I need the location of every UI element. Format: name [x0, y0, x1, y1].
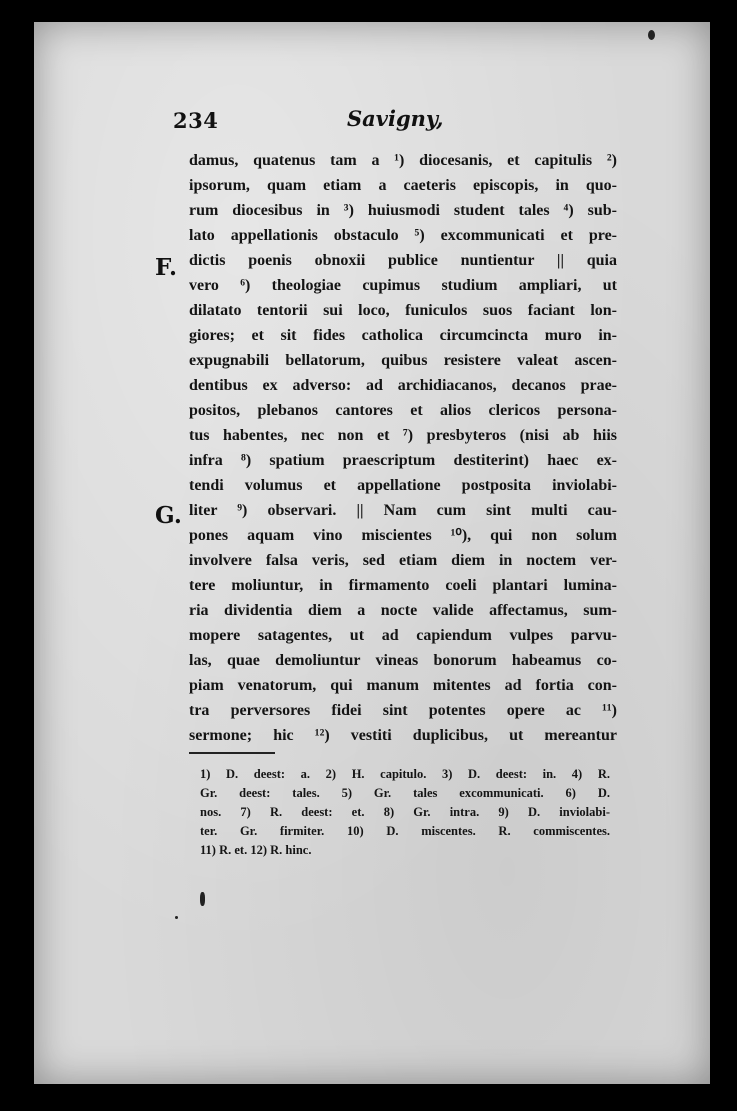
footnote-line: 11) R. et. 12) R. hinc.: [200, 843, 312, 857]
text-line: tra perversores fidei sint potentes opere ac ¹¹): [189, 702, 617, 719]
text-line: rum diocesibus in ³) huiusmodi student tales ⁴) sub-: [189, 202, 617, 219]
text-line: vero ⁶) theologiae cupimus studium ampliari, ut: [189, 277, 617, 294]
marginal-letter-g: G.: [155, 502, 182, 529]
text-line: infra ⁸) spatium praescriptum destiterint) haec ex-: [189, 452, 617, 469]
footnote-rule: [189, 752, 275, 754]
footnote-line: 1) D. deest: a. 2) H. capitulo. 3) D. deest: in. 4) R.: [200, 767, 610, 781]
text-line: pones aquam vino miscientes ¹⁰), qui non solum: [189, 527, 617, 544]
footnote-line: Gr. deest: tales. 5) Gr. tales excommunicati. 6) D.: [200, 786, 610, 800]
text-line: giores; et sit fides catholica circumcincta muro in-: [189, 327, 617, 344]
text-line: tere moliuntur, in firmamento coeli plantari lumina-: [189, 577, 617, 594]
ink-speck: [200, 892, 205, 906]
text-line: dictis poenis obnoxii publice nuntientur || quia: [189, 252, 617, 269]
text-line: las, quae demoliuntur vineas bonorum habeamus co-: [189, 652, 617, 669]
text-line: ria dividentia diem a nocte valide affectamus, sum-: [189, 602, 617, 619]
text-line: involvere falsa veris, sed etiam diem in noctem ver-: [189, 552, 617, 569]
text-line: positos, plebanos cantores et alios clericos persona-: [189, 402, 617, 419]
page-number: 234: [173, 108, 219, 133]
text-line: sermone; hic ¹²) vestiti duplicibus, ut mereantur: [189, 727, 617, 744]
text-line: mopere satagentes, ut ad capiendum vulpes parvu-: [189, 627, 617, 644]
footnote-line: ter. Gr. firmiter. 10) D. miscentes. R. commiscentes.: [200, 824, 610, 838]
page-header: [155, 104, 605, 140]
text-line: tus habentes, nec non et ⁷) presbyteros (nisi ab hiis: [189, 427, 617, 444]
ink-speck: [175, 916, 178, 919]
text-line: damus, quatenus tam a ¹) diocesanis, et capitulis ²): [189, 152, 617, 169]
ink-speck: [648, 30, 655, 40]
text-line: tendi volumus et appellatione postposita inviolabi-: [189, 477, 617, 494]
footnote-line: nos. 7) R. deest: et. 8) Gr. intra. 9) D. inviolabi-: [200, 805, 610, 819]
text-line: expugnabili bellatorum, quibus resistere valeat ascen-: [189, 352, 617, 369]
text-line: dilatato tentorii sui loco, funiculos suos faciant lon-: [189, 302, 617, 319]
text-line: liter ⁹) observari. || Nam cum sint multi cau-: [189, 502, 617, 519]
text-line: ipsorum, quam etiam a caeteris episcopis, in quo-: [189, 177, 617, 194]
text-line: lato appellationis obstaculo ⁵) excommunicati et pre-: [189, 227, 617, 244]
marginal-letter-f: F.: [155, 254, 178, 281]
text-line: piam venatorum, qui manum mitentes ad fortia con-: [189, 677, 617, 694]
running-title: Savigny,: [347, 106, 444, 131]
text-line: dentibus ex adverso: ad archidiacanos, decanos prae-: [189, 377, 617, 394]
